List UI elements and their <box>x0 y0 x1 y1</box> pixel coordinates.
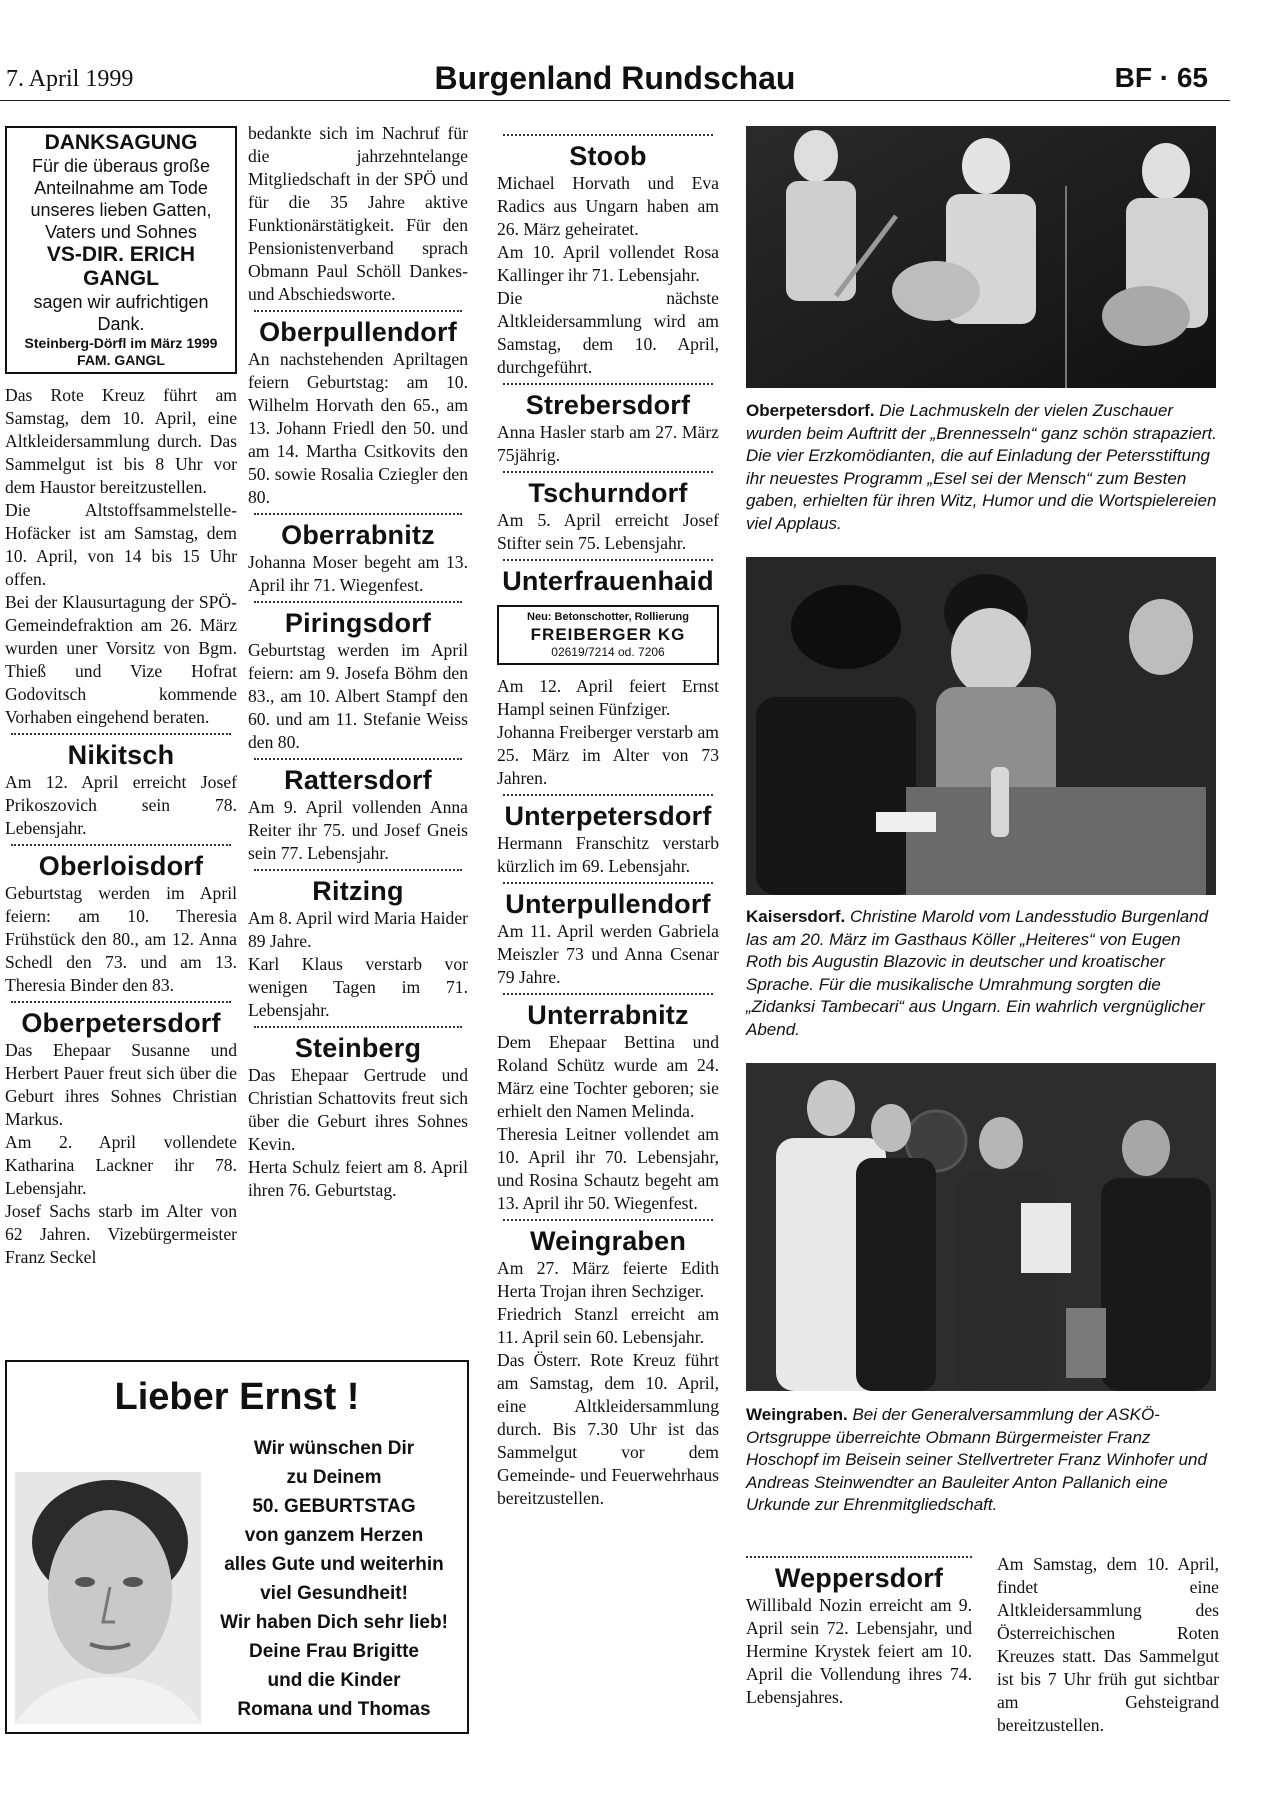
page-number: BF · 65 <box>1114 62 1208 93</box>
caption-kaisersdorf <box>746 906 1220 1041</box>
dotted-divider <box>11 844 231 846</box>
dotted-divider <box>11 733 231 735</box>
dotted-divider <box>503 383 713 385</box>
birthday-line: Deine Frau Brigitte <box>249 1641 419 1662</box>
heading-oberpetersdorf: Oberpetersdorf <box>21 1008 221 1038</box>
article-paragraph: Anna Hasler starb am 27. März 75jährig. <box>497 422 719 465</box>
column-2 <box>248 122 468 1202</box>
article-paragraph: Herta Schulz feiert am 8. April ihren 76. Geburtstag. <box>248 1157 468 1200</box>
heading-unterpullendorf: Unterpullendorf <box>505 889 711 919</box>
article-paragraph: Karl Klaus verstarb vor wenigen Tagen im 71. Lebensjahr. <box>248 954 468 1020</box>
heading-ritzing: Ritzing <box>312 876 404 906</box>
article-paragraph: Dem Ehepaar Bettina und Roland Schütz wurde am 24. März eine Tochter geboren; sie erhielt den Namen Melinda. <box>497 1032 719 1121</box>
caption-weingraben <box>746 1404 1220 1517</box>
birthday-ad-title: Lieber Ernst ! <box>114 1376 360 1418</box>
danksagung-title: DANKSAGUNG <box>44 131 198 154</box>
heading-unterpetersdorf: Unterpetersdorf <box>504 801 712 831</box>
dotted-divider <box>503 794 713 796</box>
caption-text: Die Lachmuskeln der vielen Zuschauer wurden beim Auftritt der „Brennesseln“ ganz schön strapaziert. Die vier Erzkomödianten, die auf Einladung der Petersstiftung ihr neuestes Programm „Esel sei der Mensch“ zum Besten gaben, erhielten für ihren Witz, Humor und die Wortspielereien viel Applaus. <box>746 401 1217 533</box>
article-paragraph: Die Altstoffsammelstelle-Hofäcker ist am Samstag, dem 10. April, von 14 bis 15 Uhr offen. <box>5 500 237 589</box>
ad-phone: 02619/7214 od. 7206 <box>551 645 665 659</box>
weppersdorf-left <box>746 1556 972 1709</box>
birthday-line: Wir wünschen Dir <box>253 1438 415 1459</box>
birthday-ad-text <box>203 1434 465 1724</box>
danksagung-family: FAM. GANGL <box>77 352 165 368</box>
birthday-line: zu Deinem <box>286 1467 382 1488</box>
dotted-divider <box>746 1556 972 1558</box>
column-3 <box>497 130 719 1510</box>
heading-oberrabnitz: Oberrabnitz <box>281 520 435 550</box>
dotted-divider <box>503 993 713 995</box>
article-paragraph: Am 2. April vollendete Katharina Lackner ihr 78. Lebensjahr. <box>5 1132 237 1198</box>
photo-certificate <box>746 1063 1216 1391</box>
article-paragraph: Geburtstag werden im April feiern: am 9. Josefa Böhm den 83., am 10. Albert Stampf den 60. und am 11. Stefanie Weiss den 80. <box>248 640 468 752</box>
heading-oberloisdorf: Oberloisdorf <box>38 851 204 881</box>
danksagung-notice <box>5 126 237 374</box>
heading-stoob: Stoob <box>569 141 647 171</box>
article-paragraph: Michael Horvath und Eva Radics aus Ungarn haben am 26. März geheiratet. <box>497 173 719 239</box>
caption-place: Kaisersdorf. <box>746 907 846 926</box>
danksagung-text: Für die überaus große Anteilnahme am Tode unseres lieben Gatten, Vaters und Sohnes <box>30 156 212 242</box>
article-paragraph: bedankte sich im Nachruf für die jahrzehntelange Mitgliedschaft in der SPÖ und für die 35 Jahre aktive Funktionärstätigkeit. Für den Pensionistenverband sprach Obmann Paul Schöll Dankes- und Abschiedsworte. <box>248 123 468 304</box>
heading-steinberg: Steinberg <box>294 1033 422 1063</box>
article-paragraph: Die nächste Altkleidersammlung wird am Samstag, dem 10. April, durchgeführt. <box>497 288 719 377</box>
article-paragraph: An nachstehenden Apriltagen feiern Geburtstag: am 10. Wilhelm Horvath den 65., am 13. Johann Friedl den 50. und am 14. Martha Csitkovits den 50. sowie Rosalia Cziegler den 80. <box>248 349 468 507</box>
article-paragraph: Am 10. April vollendet Rosa Kallinger ihr 71. Lebensjahr. <box>497 242 719 285</box>
danksagung-name: VS-DIR. ERICH GANGL <box>46 243 196 290</box>
birthday-line: 50. GEBURTSTAG <box>252 1496 416 1517</box>
caption-place: Weingraben. <box>746 1405 848 1424</box>
article-paragraph: Am 11. April werden Gabriela Meiszler 73 und Anna Csenar 79 Jahre. <box>497 921 719 987</box>
article-paragraph: Am 9. April vollenden Anna Reiter ihr 75. und Josef Gneis sein 77. Lebensjahr. <box>248 797 468 863</box>
ad-company: FREIBERGER KG <box>530 625 686 644</box>
heading-strebersdorf: Strebersdorf <box>525 390 691 420</box>
article-paragraph: Johanna Freiberger verstarb am 25. März im Alter von 73 Jahren. <box>497 722 719 788</box>
portrait-photo <box>15 1472 201 1724</box>
heading-tschurndorf: Tschurndorf <box>528 478 688 508</box>
article-paragraph: Das Ehepaar Gertrude und Christian Schattovits freut sich über die Geburt ihres Sohnes Kevin. <box>248 1065 468 1154</box>
danksagung-place: Steinberg-Dörfl im März 1999 <box>24 335 218 351</box>
dotted-divider <box>503 559 713 561</box>
dotted-divider <box>254 601 462 603</box>
photo-performers <box>746 126 1216 388</box>
article-paragraph: Das Ehepaar Susanne und Herbert Pauer freut sich über die Geburt ihres Sohnes Christian Markus. <box>5 1040 237 1129</box>
caption-place: Oberpetersdorf. <box>746 401 875 420</box>
page-header <box>0 58 1230 101</box>
dotted-divider <box>503 471 713 473</box>
birthday-line: Romana und Thomas <box>237 1699 431 1720</box>
issue-date: 7. April 1999 <box>6 66 134 92</box>
dotted-divider <box>254 310 462 312</box>
column-1 <box>5 126 237 1269</box>
dotted-divider <box>503 134 713 136</box>
dotted-divider <box>254 758 462 760</box>
article-paragraph: Friedrich Stanzl erreicht am 11. April sein 60. Lebensjahr. <box>497 1304 719 1347</box>
caption-text: Bei der Generalversammlung der ASKÖ-Ortsgruppe überreichte Obmann Bürgermeister Franz Hoschopf im Beisein seiner Stellvertreter Franz Winhofer und Andreas Steinwendter an Bauleiter Anton Pallanich eine Urkunde zur Ehrenmitgliedschaft. <box>746 1405 1207 1514</box>
ad-line-1: Neu: Betonschotter, Rollierung <box>527 611 689 623</box>
dotted-divider <box>503 1219 713 1221</box>
birthday-line: und die Kinder <box>267 1670 401 1691</box>
article-paragraph: Das Rote Kreuz führt am Samstag, dem 10. April, eine Altkleidersammlung durch. Das Sammelgut ist bis 8 Uhr vor dem Haustor bereitzustellen. <box>5 385 237 497</box>
dotted-divider <box>254 513 462 515</box>
birthday-ad <box>5 1360 469 1734</box>
danksagung-thanks: sagen wir aufrichtigen Dank. <box>33 292 209 334</box>
photo-reading <box>746 557 1216 895</box>
article-paragraph: Am Samstag, dem 10. April, findet eine Altkleidersammlung des Österreichischen Roten Kreuzes statt. Das Sammelgut ist bis 7 Uhr früh gut sichtbar am Gehsteigrand bereitzustellen. <box>997 1554 1219 1735</box>
heading-unterrabnitz: Unterrabnitz <box>527 1000 689 1030</box>
article-paragraph: Bei der Klausurtagung der SPÖ-Gemeindefraktion am 26. März wurden uner Vorsitz von Bgm. Thieß und Vize Hofrat Godovitsch kommende Vorhaben eingehend beraten. <box>5 592 237 727</box>
article-paragraph: Hermann Franschitz verstarb kürzlich im 69. Lebensjahr. <box>497 833 719 876</box>
birthday-line: von ganzem Herzen <box>244 1525 424 1546</box>
article-paragraph: Am 12. April erreicht Josef Prikoszovich sein 78. Lebensjahr. <box>5 772 237 838</box>
article-paragraph: Am 12. April feiert Ernst Hampl seinen Fünfziger. <box>497 676 719 719</box>
dotted-divider <box>254 869 462 871</box>
caption-oberpetersdorf <box>746 400 1220 535</box>
article-paragraph: Am 8. April wird Maria Haider 89 Jahre. <box>248 908 468 951</box>
caption-text: Christine Marold vom Landesstudio Burgenland las am 20. März im Gasthaus Köller „Heiteres“ von Eugen Roth bis Augustin Blazovic in deutscher und kroatischer Sprache. Für die musikalische Umrahmung sorgten die „Zidanksi Tambecari“ aus Ungarn. Ein wahrlich vergnüglicher Abend. <box>746 907 1209 1039</box>
article-paragraph: Am 27. März feierte Edith Herta Trojan ihren Sechziger. <box>497 1258 719 1301</box>
birthday-line: Wir haben Dich sehr lieb! <box>220 1612 448 1633</box>
heading-piringsdorf: Piringsdorf <box>284 608 432 638</box>
heading-oberpullendorf: Oberpullendorf <box>259 317 457 347</box>
birthday-line: alles Gute und weiterhin <box>224 1554 444 1575</box>
dotted-divider <box>503 882 713 884</box>
heading-nikitsch: Nikitsch <box>67 740 175 770</box>
article-paragraph: Das Österr. Rote Kreuz führt am Samstag, dem 10. April, eine Altkleidersammlung durch. Bis 7.30 Uhr ist das Sammelgut vor dem Gemeinde- und Feuerwehrhaus bereitzustellen. <box>497 1350 719 1508</box>
dotted-divider <box>11 1001 231 1003</box>
heading-weingraben: Weingraben <box>529 1226 687 1256</box>
article-paragraph: Johanna Moser begeht am 13. April ihr 71. Wiegenfest. <box>248 552 468 595</box>
newspaper-title: Burgenland Rundschau <box>434 60 796 96</box>
article-paragraph: Josef Sachs starb im Alter von 62 Jahren. Vizebürgermeister Franz Seckel <box>5 1201 237 1267</box>
weppersdorf-right <box>997 1553 1219 1737</box>
article-paragraph: Am 5. April erreicht Josef Stifter sein 75. Lebensjahr. <box>497 510 719 553</box>
heading-unterfrauenhaid: Unterfrauenhaid <box>502 566 714 596</box>
article-paragraph: Geburtstag werden im April feiern: am 10. Theresia Frühstück den 80., am 12. Anna Schedl den 73. und am 13. Theresia Binder den 83. <box>5 883 237 995</box>
heading-rattersdorf: Rattersdorf <box>284 765 432 795</box>
article-paragraph: Willibald Nozin erreicht am 9. April sein 72. Lebensjahr, und Hermine Krystek feiert am 10. April die Vollendung ihres 74. Lebensjahres. <box>746 1595 972 1707</box>
birthday-line: viel Gesundheit! <box>260 1583 408 1604</box>
heading-weppersdorf: Weppersdorf <box>774 1563 944 1593</box>
freiberger-ad <box>497 605 719 665</box>
article-paragraph: Theresia Leitner vollendet am 10. April ihr 70. Lebensjahr, und Rosina Schautz begeht am 13. April ihr 50. Wiegenfest. <box>497 1124 719 1213</box>
dotted-divider <box>254 1026 462 1028</box>
